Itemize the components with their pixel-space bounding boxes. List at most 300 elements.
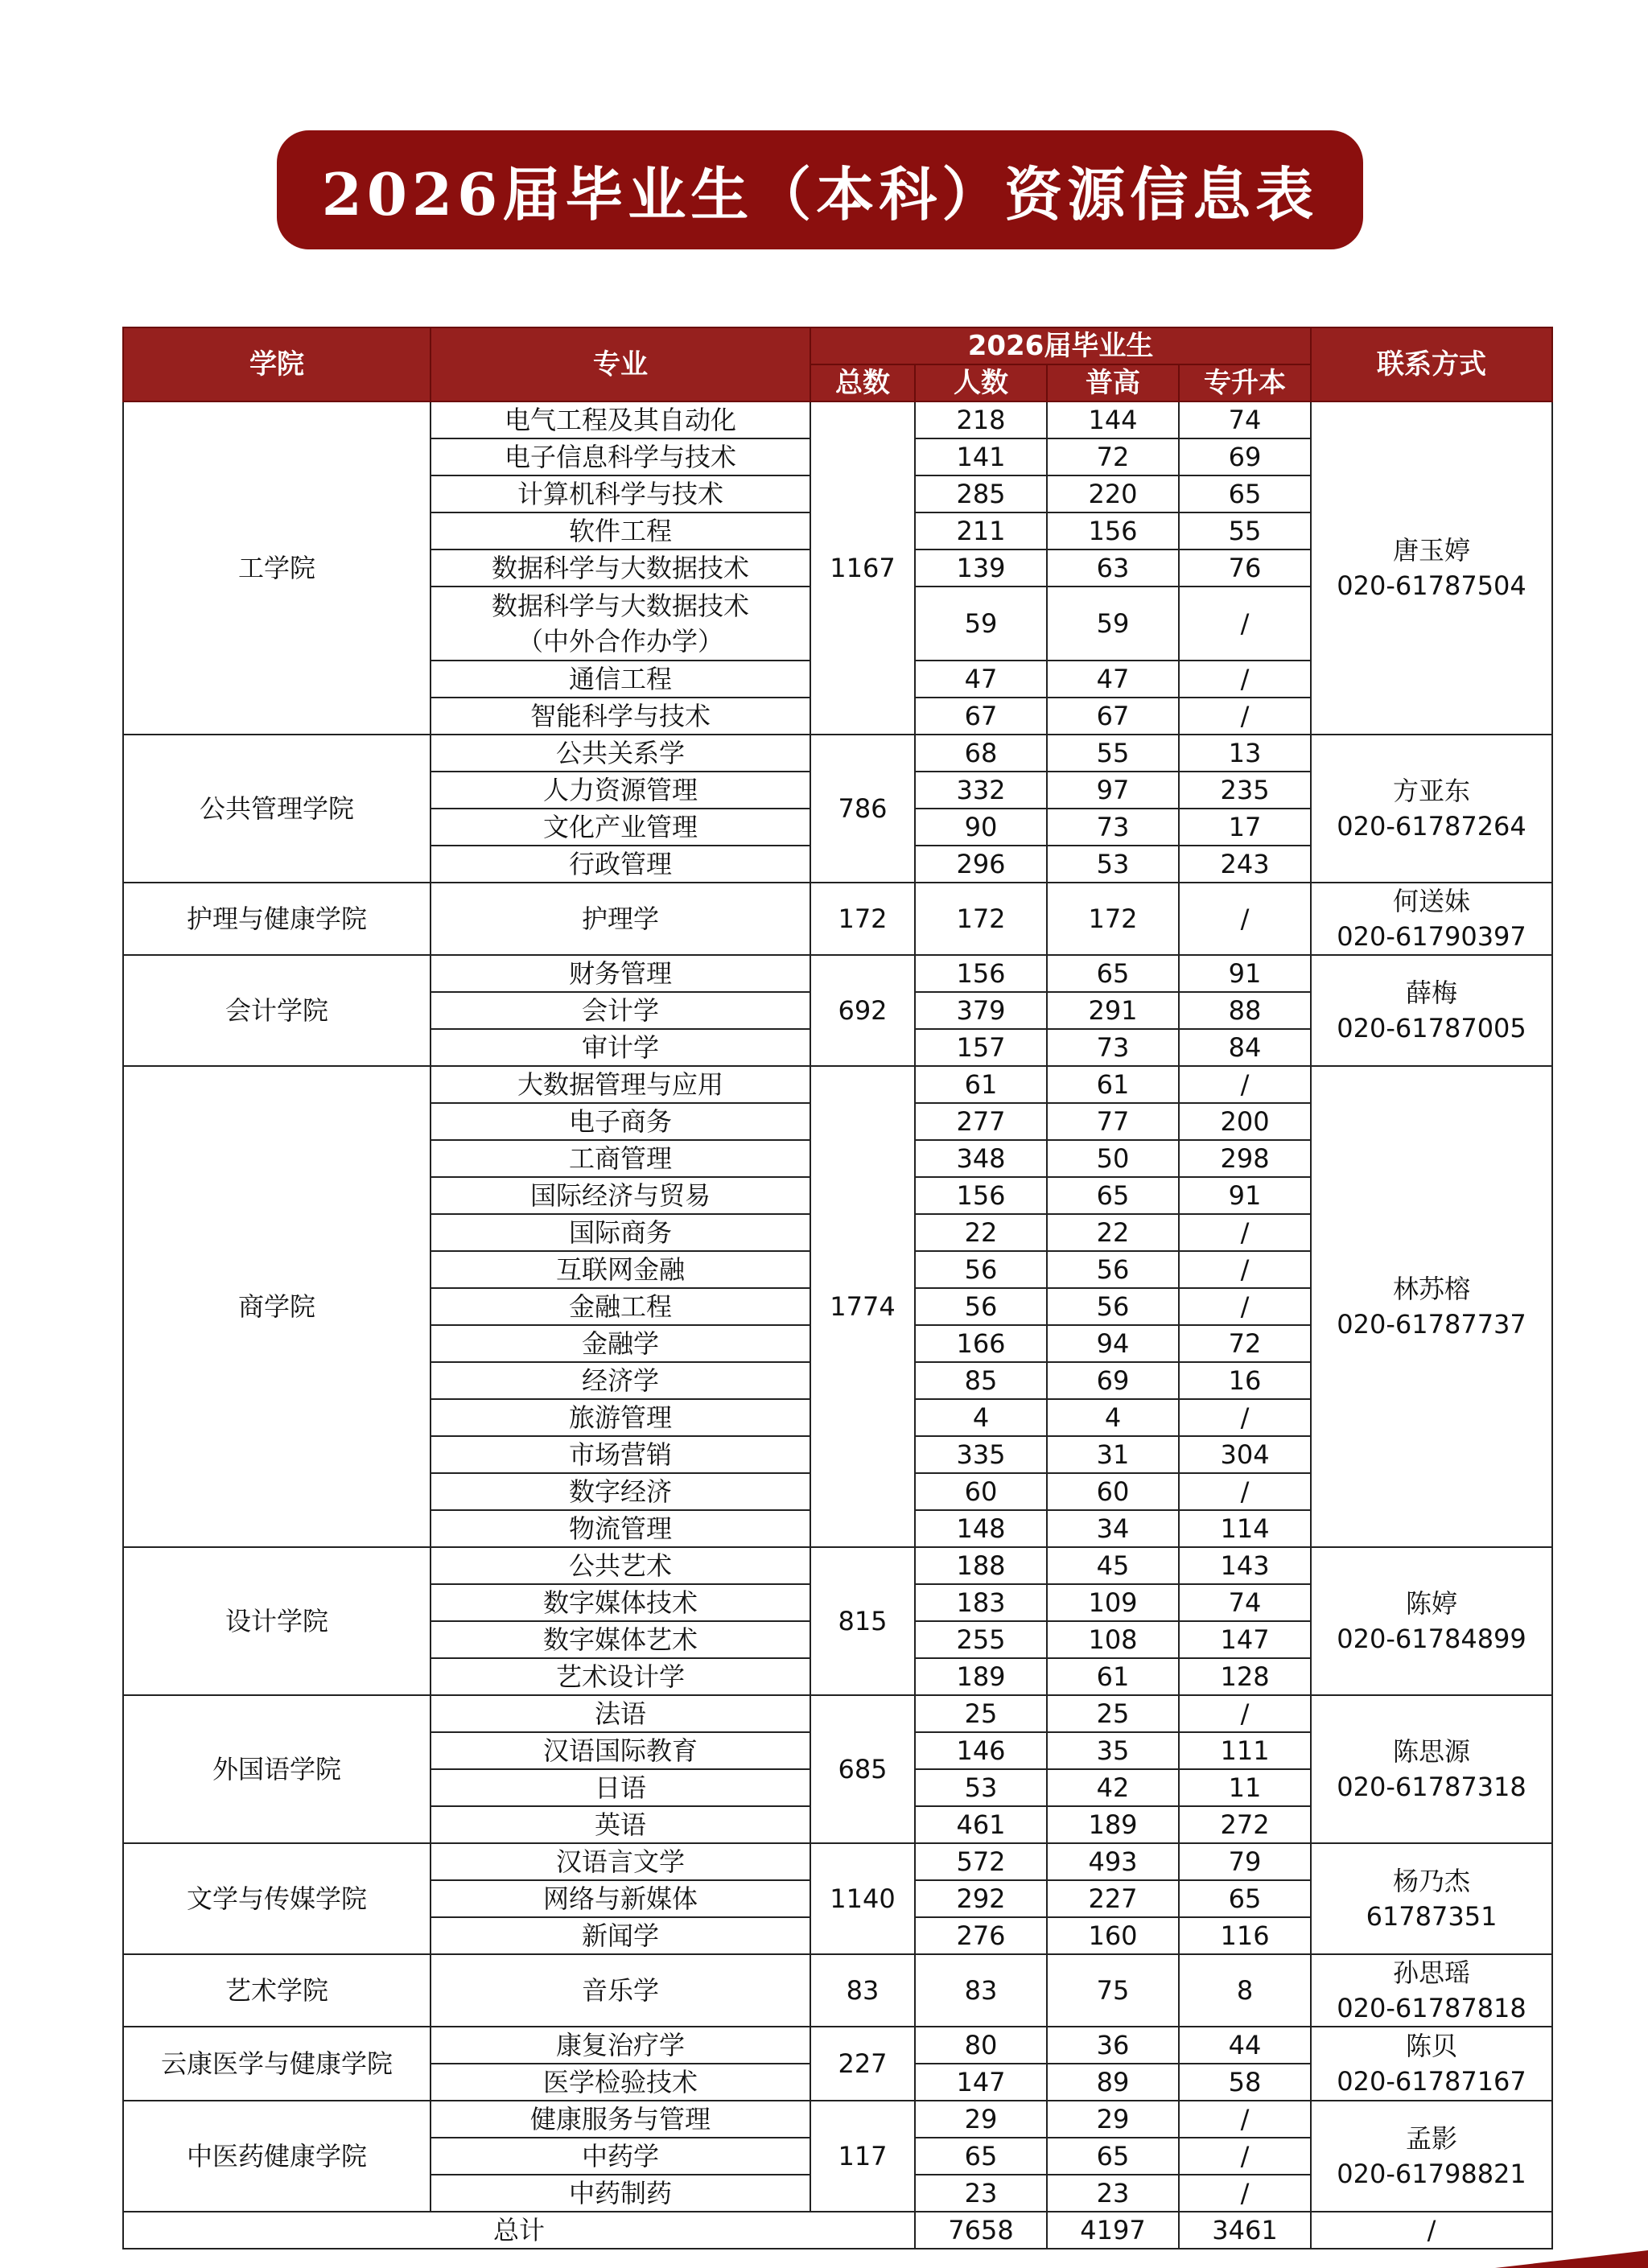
- major-name-line: 物流管理: [568, 1513, 672, 1544]
- college-name: 会计学院: [123, 955, 431, 1066]
- major-upgrade: /: [1179, 2175, 1311, 2212]
- major-count: 292: [915, 1880, 1047, 1917]
- major-name: [431, 1066, 810, 1103]
- contact-cell: [1311, 2027, 1552, 2101]
- college-name: 文学与传媒学院: [123, 1843, 431, 1954]
- major-upgrade: 69: [1179, 438, 1311, 475]
- major-count: 461: [915, 1806, 1047, 1843]
- resource-table: [122, 327, 1553, 2249]
- major-name: [431, 661, 810, 698]
- major-name-line: 审计学: [581, 1032, 659, 1063]
- major-name-line: 健康服务与管理: [529, 2104, 711, 2134]
- major-regular: 109: [1047, 1584, 1179, 1621]
- table-row: [123, 1547, 1552, 1584]
- major-count: 285: [915, 475, 1047, 512]
- contact-cell: [1311, 1695, 1552, 1843]
- table-row: [123, 883, 1552, 955]
- contact-cell: [1311, 1066, 1552, 1547]
- totals-regular: 4197: [1047, 2212, 1179, 2249]
- major-count: 59: [915, 587, 1047, 661]
- major-regular: 65: [1047, 2138, 1179, 2175]
- major-regular: 22: [1047, 1214, 1179, 1251]
- major-name-line: 汉语国际教育: [542, 1735, 698, 1766]
- table-row: [123, 2101, 1552, 2138]
- major-upgrade: /: [1179, 1066, 1311, 1103]
- major-name: [431, 587, 810, 661]
- major-name-line: 文化产业管理: [542, 812, 698, 842]
- contact-phone: 020-61790397: [1337, 921, 1526, 952]
- major-upgrade: 272: [1179, 1806, 1311, 1843]
- major-name-line: 行政管理: [568, 849, 672, 879]
- major-name: [431, 1769, 810, 1806]
- major-regular: 69: [1047, 1362, 1179, 1399]
- major-upgrade: 114: [1179, 1510, 1311, 1547]
- contact-phone: 020-61787818: [1337, 1993, 1526, 2023]
- major-upgrade: /: [1179, 1695, 1311, 1732]
- major-name-line: 会计学: [581, 995, 659, 1026]
- contact-name: 孟影: [1406, 2123, 1458, 2154]
- major-name-line: 电子信息科学与技术: [504, 442, 736, 472]
- major-regular: 77: [1047, 1103, 1179, 1140]
- major-name: [431, 2138, 810, 2175]
- major-name: [431, 1103, 810, 1140]
- major-name: [431, 1288, 810, 1325]
- major-name: [431, 1251, 810, 1288]
- major-name-line: 汉语言文学: [555, 1846, 685, 1877]
- major-regular: 56: [1047, 1288, 1179, 1325]
- major-name-line: 中药学: [581, 2141, 659, 2171]
- contact-name: 何送妹: [1393, 886, 1471, 916]
- major-name-line: 旅游管理: [568, 1402, 672, 1433]
- major-name-line: 数字媒体技术: [542, 1587, 698, 1618]
- major-count: 53: [915, 1769, 1047, 1806]
- major-name-line: 数字经济: [568, 1476, 672, 1507]
- major-regular: 97: [1047, 772, 1179, 809]
- major-name: [431, 1177, 810, 1214]
- major-regular: 53: [1047, 846, 1179, 883]
- major-name-line: 英语: [594, 1809, 646, 1840]
- major-name-line: 数据科学与大数据技术: [491, 591, 749, 621]
- major-regular: 4: [1047, 1399, 1179, 1436]
- major-regular: 189: [1047, 1806, 1179, 1843]
- major-name: [431, 735, 810, 772]
- major-count: 146: [915, 1732, 1047, 1769]
- major-count: 56: [915, 1288, 1047, 1325]
- major-upgrade: 55: [1179, 512, 1311, 550]
- major-name: [431, 1473, 810, 1510]
- major-name-line: 数字媒体艺术: [542, 1624, 698, 1655]
- table-row: [123, 401, 1552, 438]
- major-name-line: 软件工程: [568, 516, 672, 546]
- major-regular: 156: [1047, 512, 1179, 550]
- contact-name: 唐玉婷: [1393, 535, 1471, 566]
- totals-count: 7658: [915, 2212, 1047, 2249]
- major-upgrade: 13: [1179, 735, 1311, 772]
- major-upgrade: 147: [1179, 1621, 1311, 1658]
- major-upgrade: /: [1179, 1251, 1311, 1288]
- major-name: [431, 2101, 810, 2138]
- table-row: [123, 955, 1552, 992]
- major-name: [431, 1917, 810, 1954]
- major-upgrade: 91: [1179, 955, 1311, 992]
- college-name: 中医药健康学院: [123, 2101, 431, 2212]
- major-regular: 160: [1047, 1917, 1179, 1954]
- major-name: [431, 1732, 810, 1769]
- major-upgrade: 44: [1179, 2027, 1311, 2064]
- major-regular: 493: [1047, 1843, 1179, 1880]
- major-upgrade: /: [1179, 2138, 1311, 2175]
- contact-phone: 020-61787005: [1337, 1013, 1526, 1043]
- major-count: 296: [915, 846, 1047, 883]
- major-count: 47: [915, 661, 1047, 698]
- major-regular: 291: [1047, 992, 1179, 1029]
- contact-cell: [1311, 955, 1552, 1066]
- major-count: 22: [915, 1214, 1047, 1251]
- major-name-line: 财务管理: [568, 958, 672, 989]
- major-count: 85: [915, 1362, 1047, 1399]
- major-name-line: 人力资源管理: [542, 775, 698, 805]
- major-upgrade: 143: [1179, 1547, 1311, 1584]
- major-regular: 60: [1047, 1473, 1179, 1510]
- major-name: [431, 809, 810, 846]
- major-regular: 29: [1047, 2101, 1179, 2138]
- major-upgrade: 8: [1179, 1954, 1311, 2027]
- major-upgrade: 79: [1179, 1843, 1311, 1880]
- major-name-line: 国际商务: [568, 1217, 672, 1248]
- major-upgrade: /: [1179, 587, 1311, 661]
- major-upgrade: 58: [1179, 2064, 1311, 2101]
- major-name: [431, 1621, 810, 1658]
- college-name: 公共管理学院: [123, 735, 431, 883]
- major-upgrade: 72: [1179, 1325, 1311, 1362]
- major-count: 80: [915, 2027, 1047, 2064]
- college-total: 1140: [810, 1843, 915, 1954]
- major-name: [431, 992, 810, 1029]
- college-name: 护理与健康学院: [123, 883, 431, 955]
- table-row: [123, 735, 1552, 772]
- major-regular: 23: [1047, 2175, 1179, 2212]
- table-row: [123, 1066, 1552, 1103]
- major-upgrade: 91: [1179, 1177, 1311, 1214]
- major-regular: 172: [1047, 883, 1179, 955]
- major-upgrade: /: [1179, 2101, 1311, 2138]
- major-name: [431, 401, 810, 438]
- major-count: 172: [915, 883, 1047, 955]
- major-name-line: 电气工程及其自动化: [504, 405, 736, 435]
- major-name-line: 新闻学: [581, 1920, 659, 1951]
- major-name-line: 艺术设计学: [555, 1661, 685, 1692]
- major-name-line: 中药制药: [568, 2178, 672, 2208]
- contact-name: 陈贝: [1406, 2031, 1458, 2061]
- contact-name: 薛梅: [1406, 978, 1458, 1008]
- major-regular: 67: [1047, 698, 1179, 735]
- header-college: 学院: [123, 327, 431, 401]
- major-name: [431, 2064, 810, 2101]
- totals-row: [123, 2212, 1552, 2249]
- major-name: [431, 1547, 810, 1584]
- major-name-line: 互联网金融: [555, 1254, 685, 1285]
- major-upgrade: /: [1179, 1473, 1311, 1510]
- major-name-line: 音乐学: [581, 1975, 659, 2006]
- major-count: 166: [915, 1325, 1047, 1362]
- major-upgrade: 16: [1179, 1362, 1311, 1399]
- college-total: 1167: [810, 401, 915, 735]
- major-name: [431, 1029, 810, 1066]
- major-name: [431, 2175, 810, 2212]
- major-count: 23: [915, 2175, 1047, 2212]
- major-count: 147: [915, 2064, 1047, 2101]
- header-count: 人数: [915, 364, 1047, 401]
- major-name-line: 公共关系学: [555, 738, 685, 768]
- major-name: [431, 1140, 810, 1177]
- major-regular: 61: [1047, 1066, 1179, 1103]
- major-regular: 227: [1047, 1880, 1179, 1917]
- header-total: 总数: [810, 364, 915, 401]
- contact-cell: [1311, 883, 1552, 955]
- major-regular: 59: [1047, 587, 1179, 661]
- major-upgrade: 235: [1179, 772, 1311, 809]
- major-regular: 31: [1047, 1436, 1179, 1473]
- contact-phone: 020-61784899: [1337, 1624, 1526, 1654]
- major-regular: 75: [1047, 1954, 1179, 2027]
- major-count: 348: [915, 1140, 1047, 1177]
- major-upgrade: /: [1179, 661, 1311, 698]
- college-name: 商学院: [123, 1066, 431, 1547]
- major-regular: 56: [1047, 1251, 1179, 1288]
- totals-contact: /: [1311, 2212, 1552, 2249]
- contact-phone: 020-61787504: [1337, 570, 1526, 601]
- college-total: 172: [810, 883, 915, 955]
- major-name: [431, 438, 810, 475]
- major-name: [431, 772, 810, 809]
- major-count: 157: [915, 1029, 1047, 1066]
- major-upgrade: 243: [1179, 846, 1311, 883]
- footer-decoration: [1495, 2250, 1648, 2268]
- major-count: 83: [915, 1954, 1047, 2027]
- major-upgrade: /: [1179, 1214, 1311, 1251]
- contact-phone: 61787351: [1366, 1901, 1498, 1932]
- college-total: 786: [810, 735, 915, 883]
- major-count: 67: [915, 698, 1047, 735]
- major-count: 335: [915, 1436, 1047, 1473]
- major-count: 4: [915, 1399, 1047, 1436]
- major-regular: 50: [1047, 1140, 1179, 1177]
- major-upgrade: 76: [1179, 550, 1311, 587]
- major-name: [431, 1510, 810, 1547]
- totals-upgrade: 3461: [1179, 2212, 1311, 2249]
- contact-cell: [1311, 2101, 1552, 2212]
- title-banner: [277, 130, 1363, 249]
- page-title: 2026届毕业生（本科）资源信息表: [321, 160, 1319, 228]
- contact-name: 杨乃杰: [1393, 1866, 1471, 1896]
- major-name-line: 大数据管理与应用: [517, 1069, 723, 1100]
- major-count: 189: [915, 1658, 1047, 1695]
- major-name-note: （中外合作办学）: [517, 626, 723, 657]
- contact-name: 方亚东: [1393, 776, 1471, 806]
- major-count: 276: [915, 1917, 1047, 1954]
- major-regular: 34: [1047, 1510, 1179, 1547]
- major-count: 218: [915, 401, 1047, 438]
- major-name-line: 金融学: [581, 1328, 659, 1359]
- major-name-line: 医学检验技术: [542, 2067, 698, 2097]
- major-name-line: 康复治疗学: [555, 2030, 685, 2060]
- major-upgrade: 88: [1179, 992, 1311, 1029]
- contact-phone: 020-61787264: [1337, 811, 1526, 842]
- major-count: 65: [915, 2138, 1047, 2175]
- college-name: 工学院: [123, 401, 431, 735]
- contact-name: 孙思瑶: [1393, 1957, 1471, 1988]
- major-name: [431, 1436, 810, 1473]
- major-count: 379: [915, 992, 1047, 1029]
- major-count: 90: [915, 809, 1047, 846]
- major-regular: 144: [1047, 401, 1179, 438]
- major-count: 68: [915, 735, 1047, 772]
- major-upgrade: 128: [1179, 1658, 1311, 1695]
- major-regular: 36: [1047, 2027, 1179, 2064]
- major-name: [431, 1399, 810, 1436]
- major-name: [431, 512, 810, 550]
- college-total: 83: [810, 1954, 915, 2027]
- major-name: [431, 1214, 810, 1251]
- contact-name: 陈婷: [1406, 1588, 1458, 1619]
- major-regular: 65: [1047, 1177, 1179, 1214]
- major-name: [431, 1695, 810, 1732]
- college-total: 692: [810, 955, 915, 1066]
- major-regular: 35: [1047, 1732, 1179, 1769]
- major-name-line: 工商管理: [568, 1143, 672, 1174]
- table-row: [123, 1954, 1552, 2027]
- major-count: 139: [915, 550, 1047, 587]
- major-name: [431, 475, 810, 512]
- major-name: [431, 2027, 810, 2064]
- major-upgrade: 116: [1179, 1917, 1311, 1954]
- college-total: 227: [810, 2027, 915, 2101]
- major-name: [431, 1954, 810, 2027]
- major-name-line: 智能科学与技术: [529, 701, 711, 731]
- major-count: 25: [915, 1695, 1047, 1732]
- major-upgrade: 111: [1179, 1732, 1311, 1769]
- major-count: 148: [915, 1510, 1047, 1547]
- major-name-line: 电子商务: [568, 1106, 672, 1137]
- major-name-line: 经济学: [581, 1365, 659, 1396]
- major-name: [431, 550, 810, 587]
- major-count: 183: [915, 1584, 1047, 1621]
- contact-cell: [1311, 1547, 1552, 1695]
- major-regular: 94: [1047, 1325, 1179, 1362]
- major-count: 56: [915, 1251, 1047, 1288]
- major-name-line: 计算机科学与技术: [517, 479, 723, 509]
- major-upgrade: 65: [1179, 1880, 1311, 1917]
- major-name: [431, 1584, 810, 1621]
- contact-phone: 020-61787318: [1337, 1772, 1526, 1802]
- major-regular: 55: [1047, 735, 1179, 772]
- major-name: [431, 698, 810, 735]
- major-name-line: 数据科学与大数据技术: [491, 553, 749, 583]
- major-count: 277: [915, 1103, 1047, 1140]
- major-name-line: 网络与新媒体: [542, 1883, 698, 1914]
- major-name-line: 护理学: [581, 903, 659, 934]
- major-upgrade: 74: [1179, 401, 1311, 438]
- college-name: 云康医学与健康学院: [123, 2027, 431, 2101]
- table-row: [123, 1843, 1552, 1880]
- major-regular: 220: [1047, 475, 1179, 512]
- contact-cell: [1311, 401, 1552, 735]
- major-count: 255: [915, 1621, 1047, 1658]
- major-upgrade: 74: [1179, 1584, 1311, 1621]
- major-upgrade: 84: [1179, 1029, 1311, 1066]
- major-name: [431, 883, 810, 955]
- college-total: 815: [810, 1547, 915, 1695]
- header-upgrade: 专升本: [1179, 364, 1311, 401]
- table-row: [123, 2027, 1552, 2064]
- contact-cell: [1311, 1954, 1552, 2027]
- major-upgrade: /: [1179, 1288, 1311, 1325]
- major-regular: 73: [1047, 809, 1179, 846]
- college-name: 艺术学院: [123, 1954, 431, 2027]
- major-upgrade: 65: [1179, 475, 1311, 512]
- major-name-line: 法语: [594, 1698, 646, 1729]
- major-upgrade: 11: [1179, 1769, 1311, 1806]
- college-total: 685: [810, 1695, 915, 1843]
- major-regular: 47: [1047, 661, 1179, 698]
- major-upgrade: /: [1179, 883, 1311, 955]
- major-name-line: 国际经济与贸易: [529, 1180, 711, 1211]
- major-name: [431, 1658, 810, 1695]
- major-upgrade: 304: [1179, 1436, 1311, 1473]
- major-upgrade: 17: [1179, 809, 1311, 846]
- major-regular: 61: [1047, 1658, 1179, 1695]
- major-upgrade: 298: [1179, 1140, 1311, 1177]
- major-count: 332: [915, 772, 1047, 809]
- header-group: 2026届毕业生: [810, 327, 1311, 364]
- major-regular: 89: [1047, 2064, 1179, 2101]
- major-name-line: 市场营销: [568, 1439, 672, 1470]
- major-upgrade: /: [1179, 698, 1311, 735]
- contact-phone: 020-61787167: [1337, 2066, 1526, 2097]
- major-regular: 25: [1047, 1695, 1179, 1732]
- major-count: 141: [915, 438, 1047, 475]
- header-contact: 联系方式: [1311, 327, 1552, 401]
- major-count: 211: [915, 512, 1047, 550]
- table-row: [123, 1695, 1552, 1732]
- college-total: 1774: [810, 1066, 915, 1547]
- major-regular: 108: [1047, 1621, 1179, 1658]
- contact-phone: 020-61787737: [1337, 1309, 1526, 1340]
- college-name: 设计学院: [123, 1547, 431, 1695]
- major-name: [431, 1843, 810, 1880]
- major-name: [431, 955, 810, 992]
- major-name-line: 通信工程: [568, 664, 672, 694]
- major-name: [431, 1362, 810, 1399]
- major-regular: 42: [1047, 1769, 1179, 1806]
- major-count: 60: [915, 1473, 1047, 1510]
- major-count: 29: [915, 2101, 1047, 2138]
- major-count: 61: [915, 1066, 1047, 1103]
- major-count: 156: [915, 955, 1047, 992]
- major-regular: 63: [1047, 550, 1179, 587]
- table-body: [123, 401, 1552, 2212]
- major-name: [431, 846, 810, 883]
- header-regular: 普高: [1047, 364, 1179, 401]
- major-name-line: 金融工程: [568, 1291, 672, 1322]
- major-upgrade: 200: [1179, 1103, 1311, 1140]
- contact-phone: 020-61798821: [1337, 2159, 1526, 2189]
- contact-name: 林苏榕: [1393, 1274, 1471, 1304]
- major-regular: 72: [1047, 438, 1179, 475]
- college-total: 117: [810, 2101, 915, 2212]
- contact-cell: [1311, 1843, 1552, 1954]
- contact-cell: [1311, 735, 1552, 883]
